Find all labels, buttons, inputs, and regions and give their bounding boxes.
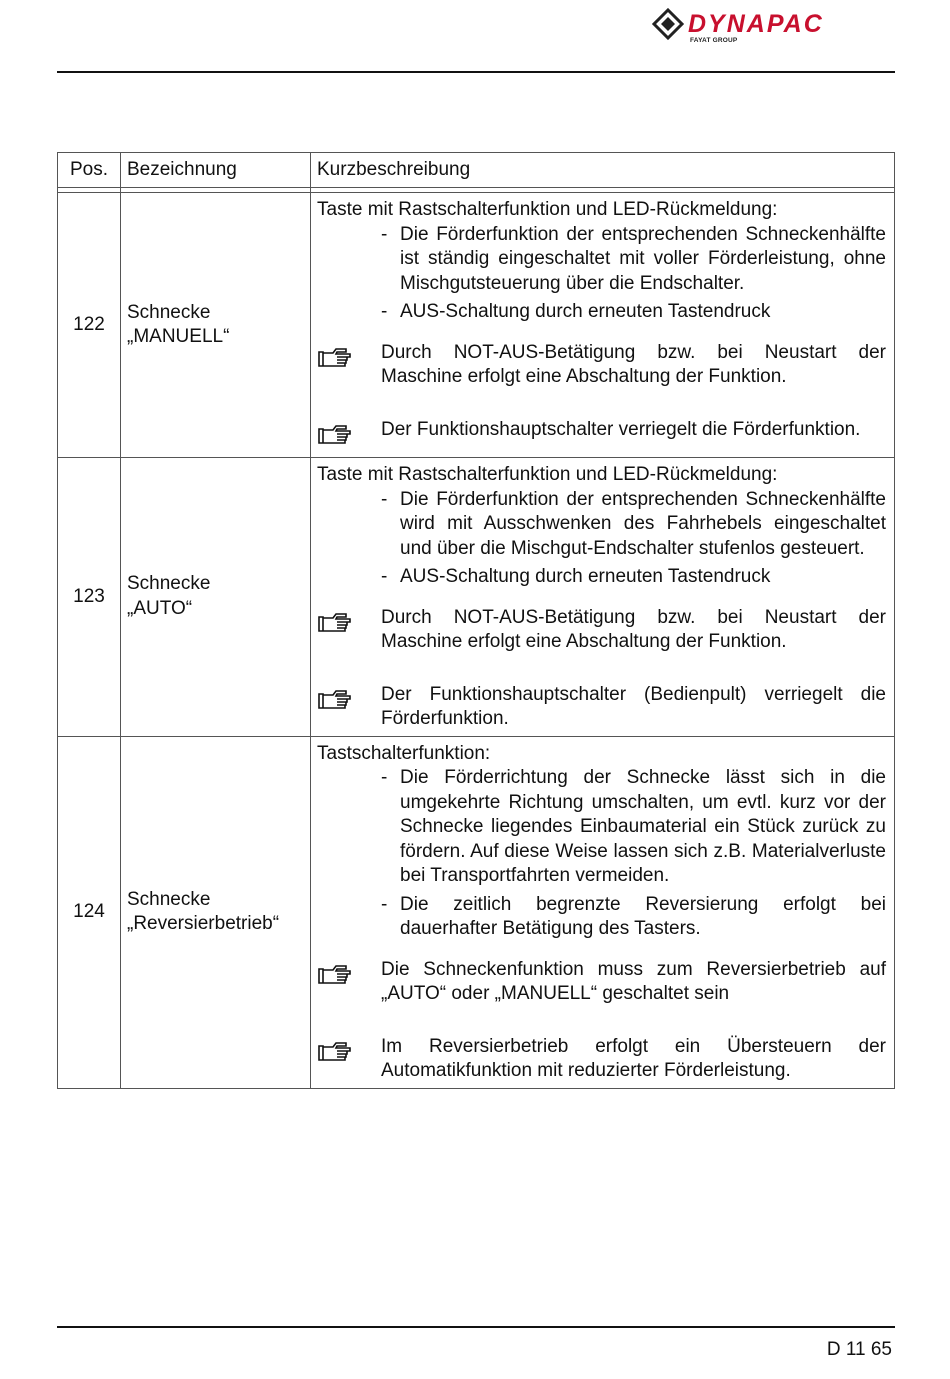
note: Im Reversierbetrieb erfolgt ein Übersteuern der Automatikfunktion mit reduzierter Förderleistung.	[317, 1035, 886, 1084]
header-pos: Pos.	[58, 153, 121, 188]
list-item: - Die zeitlich begrenzte Reversierung erfolgt bei dauerhafter Betätigung des Tasters.	[381, 893, 886, 939]
table-header-row	[58, 153, 895, 188]
row-name-line1: Schnecke	[127, 573, 211, 595]
header-desc: Kurzbeschreibung	[311, 153, 895, 188]
row-description	[311, 736, 895, 1088]
pointing-hand-icon	[317, 418, 381, 454]
row-description	[311, 458, 895, 737]
list-item: - AUS-Schaltung durch erneuten Tastendruck	[381, 566, 771, 587]
row-intro: Taste mit Rastschalterfunktion und LED-Rückmeldung:	[317, 464, 778, 485]
list-item: - Die Förderrichtung der Schnecke lässt sich in die umgekehrte Richtung umschalten, um evtl. kurz vor der Schnecke liegendes Einbaumaterial ein Stück zurück zu fördern. Auf diese Weise lassen sich z.B. Materialverluste bei Transportfahrten vermeiden.	[381, 767, 886, 886]
row-name	[121, 193, 311, 458]
table-row	[58, 736, 895, 1088]
row-name-line1: Schnecke	[127, 301, 211, 323]
header-name: Bezeichnung	[121, 153, 311, 188]
function-table	[57, 152, 895, 1089]
row-name-line1: Schnecke	[127, 888, 211, 910]
dynapac-diamond-icon	[652, 8, 688, 44]
table-row	[58, 458, 895, 737]
brand-subtitle: FAYAT GROUP	[690, 37, 738, 44]
note: Der Funktionshauptschalter verriegelt die Förderfunktion.	[317, 418, 886, 454]
row-pos: 124	[58, 736, 121, 1088]
page-code: D 11 65	[826, 1339, 892, 1360]
brand-logo	[652, 8, 898, 46]
row-name-line2: „AUTO“	[127, 597, 193, 619]
row-intro: Tastschalterfunktion:	[317, 742, 491, 764]
list-item: - Die Förderfunktion der entsprechenden Schneckenhälfte ist ständig eingeschaltet mit voller Förderleistung, ohne Mischgutsteuerung über die Endschalter.	[381, 223, 886, 294]
row-description	[311, 193, 895, 458]
note: Die Schneckenfunktion muss zum Reversierbetrieb auf „AUTO“ oder „MANUELL“ geschaltet sein	[317, 958, 886, 1007]
note: Durch NOT-AUS-Betätigung bzw. bei Neustart der Maschine erfolgt eine Abschaltung der Funktion.	[317, 606, 886, 655]
top-rule	[57, 71, 895, 73]
note: Der Funktionshauptschalter (Bedienpult) verriegelt die Förderfunktion.	[317, 683, 886, 732]
pointing-hand-icon	[317, 683, 381, 719]
bottom-rule	[57, 1326, 895, 1328]
pointing-hand-icon	[317, 606, 381, 642]
pointing-hand-icon	[317, 341, 381, 377]
row-name-line2: „MANUELL“	[127, 326, 230, 347]
table-row	[58, 193, 895, 458]
row-name	[121, 736, 311, 1088]
row-intro: Taste mit Rastschalterfunktion und LED-Rückmeldung:	[317, 199, 778, 220]
row-name-line2: „Reversierbetrieb“	[127, 913, 280, 934]
note: Durch NOT-AUS-Betätigung bzw. bei Neustart der Maschine erfolgt eine Abschaltung der Funktion.	[317, 341, 886, 390]
list-item: - AUS-Schaltung durch erneuten Tastendruck	[381, 301, 771, 322]
row-pos: 123	[58, 458, 121, 737]
brand-name: DYNAPAC	[688, 10, 824, 38]
pointing-hand-icon	[317, 958, 381, 994]
row-name	[121, 458, 311, 737]
list-item: - Die Förderfunktion der entsprechenden Schneckenhälfte wird mit Ausschwenken des Fahrhebels eingeschaltet und über die Mischgut-Endschalter stufenlos gesteuert.	[381, 488, 886, 559]
pointing-hand-icon	[317, 1035, 381, 1071]
row-pos: 122	[58, 193, 121, 458]
